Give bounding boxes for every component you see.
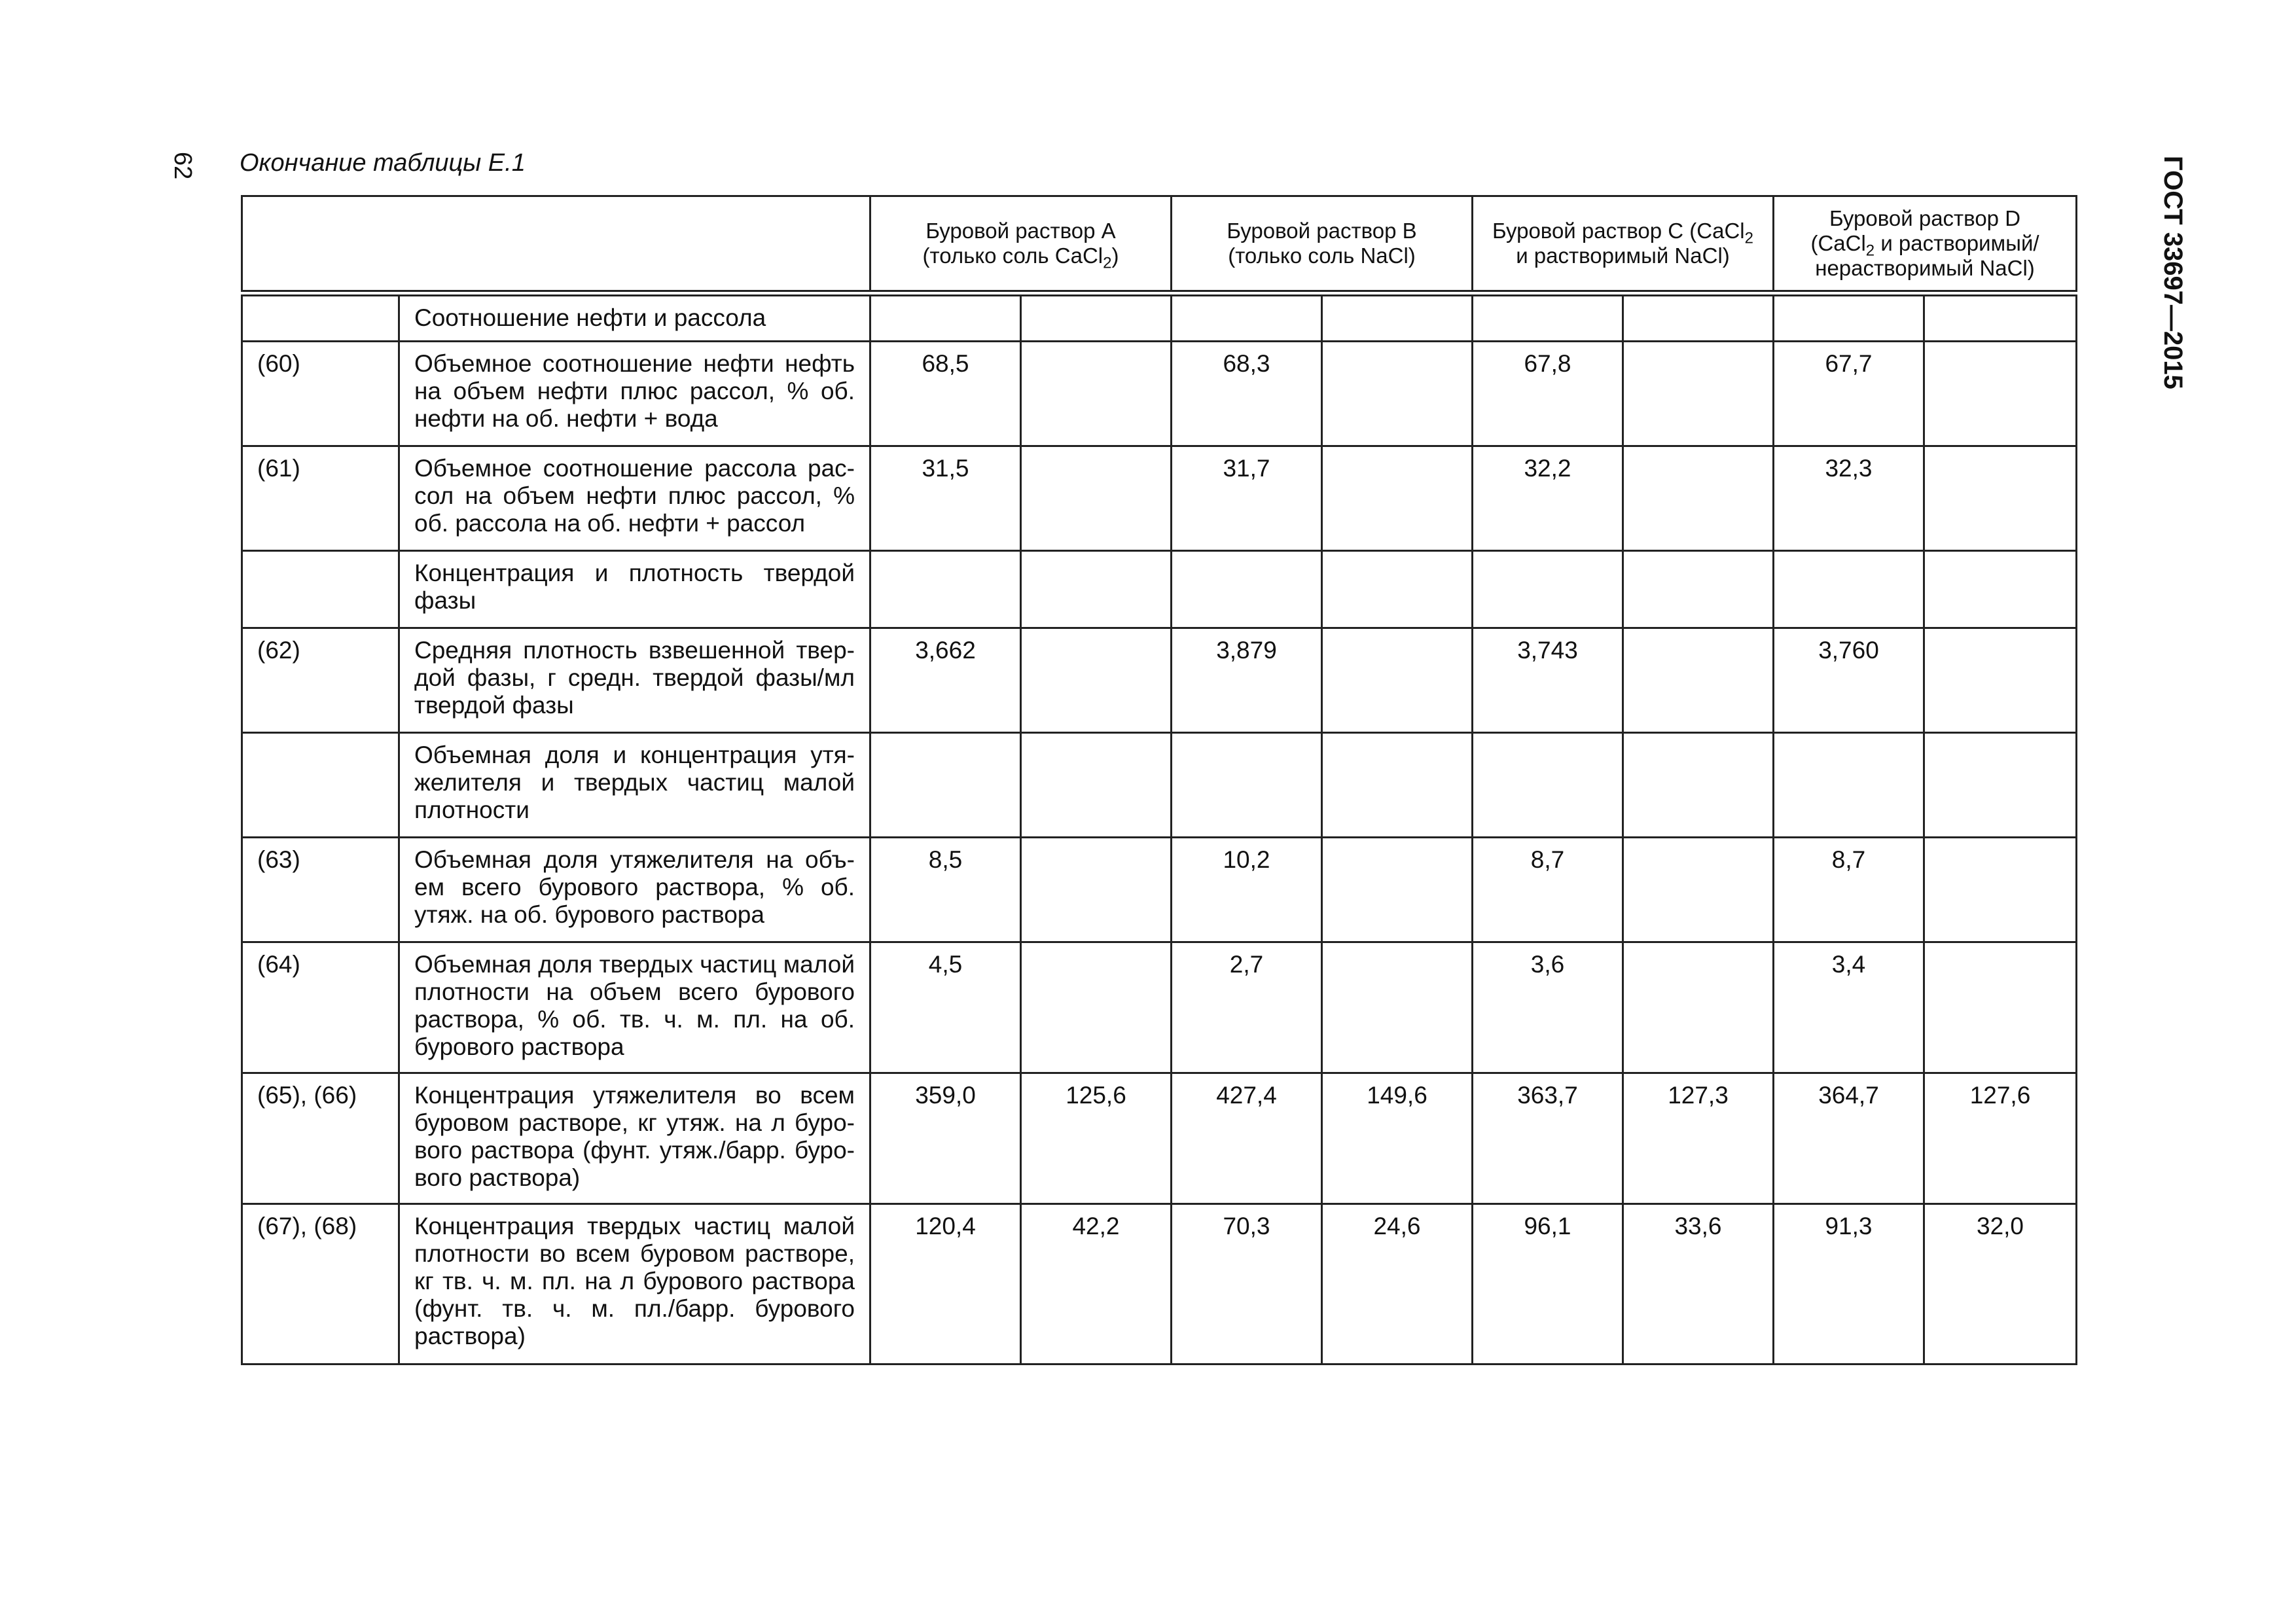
row-number-cell: (63) bbox=[242, 838, 399, 942]
value-cell bbox=[1774, 296, 1924, 342]
row-label-cell: Средняя плотность взвешенной твердой фазы, г средн. твердой фазы/мл твердой фазы bbox=[399, 628, 870, 733]
data-table bbox=[241, 195, 2077, 1365]
value-cell: 70,3 bbox=[1172, 1204, 1322, 1364]
value-cell: 120,4 bbox=[870, 1204, 1021, 1364]
row-label-cell: Объемная доля и концентрация утяжелителя и твердых частиц малой плотности bbox=[399, 733, 870, 838]
value-cell: 8,7 bbox=[1473, 838, 1623, 942]
value-cell: 359,0 bbox=[870, 1073, 1021, 1204]
value-cell: 10,2 bbox=[1172, 838, 1322, 942]
row-label-cell: Объемная доля утяжелителя на объем всего бурового раствора, % об. утяж. на об. бурового раствора bbox=[399, 838, 870, 942]
value-cell bbox=[1172, 733, 1322, 838]
value-cell: 96,1 bbox=[1473, 1204, 1623, 1364]
value-cell bbox=[1924, 628, 2077, 733]
column-header-fluid-b: Буровой раствор В (только соль NaCl) bbox=[1172, 196, 1473, 291]
value-cell bbox=[1172, 551, 1322, 628]
value-cell: 364,7 bbox=[1774, 1073, 1924, 1204]
value-cell: 149,6 bbox=[1322, 1073, 1473, 1204]
value-cell: 42,2 bbox=[1021, 1204, 1172, 1364]
table-row bbox=[242, 733, 2077, 838]
value-cell bbox=[1322, 551, 1473, 628]
row-label-cell: Концентрация и плотность твердой фазы bbox=[399, 551, 870, 628]
table-row bbox=[242, 342, 2077, 446]
value-cell: 32,0 bbox=[1924, 1204, 2077, 1364]
value-cell: 31,7 bbox=[1172, 446, 1322, 551]
table-row bbox=[242, 1073, 2077, 1204]
value-cell bbox=[1322, 942, 1473, 1073]
row-number-cell bbox=[242, 296, 399, 342]
value-cell: 3,662 bbox=[870, 628, 1021, 733]
value-cell bbox=[1473, 733, 1623, 838]
row-label-cell: Объемная доля твердых частиц малой плотности на объем всего бурового раствора, % об. тв. ч. м. пл. на об. бурового раствора bbox=[399, 942, 870, 1073]
row-label-cell: Объемное соотношение рассола рассол на объем нефти плюс рассол, % об. рассола на об. нефти + рассол bbox=[399, 446, 870, 551]
value-cell: 127,3 bbox=[1623, 1073, 1774, 1204]
table-row bbox=[242, 446, 2077, 551]
header-empty-cell bbox=[242, 196, 870, 291]
value-cell bbox=[1924, 551, 2077, 628]
value-cell: 363,7 bbox=[1473, 1073, 1623, 1204]
value-cell bbox=[1021, 733, 1172, 838]
value-cell bbox=[1924, 342, 2077, 446]
value-cell: 4,5 bbox=[870, 942, 1021, 1073]
value-cell bbox=[1924, 296, 2077, 342]
page-number: 62 bbox=[169, 152, 196, 180]
row-number-cell bbox=[242, 733, 399, 838]
row-number-cell: (64) bbox=[242, 942, 399, 1073]
row-number-cell: (60) bbox=[242, 342, 399, 446]
row-number-cell: (65), (66) bbox=[242, 1073, 399, 1204]
value-cell: 3,4 bbox=[1774, 942, 1924, 1073]
value-cell: 427,4 bbox=[1172, 1073, 1322, 1204]
value-cell bbox=[1924, 733, 2077, 838]
value-cell bbox=[1924, 838, 2077, 942]
value-cell bbox=[1322, 342, 1473, 446]
header-separator-cell bbox=[242, 291, 2077, 296]
table-row bbox=[242, 296, 2077, 342]
value-cell: 33,6 bbox=[1623, 1204, 1774, 1364]
value-cell bbox=[1021, 446, 1172, 551]
table-row bbox=[242, 1204, 2077, 1364]
table-row bbox=[242, 838, 2077, 942]
value-cell bbox=[1473, 296, 1623, 342]
value-cell bbox=[1924, 942, 2077, 1073]
value-cell bbox=[1623, 838, 1774, 942]
value-cell bbox=[1774, 551, 1924, 628]
value-cell: 24,6 bbox=[1322, 1204, 1473, 1364]
value-cell bbox=[1021, 342, 1172, 446]
value-cell: 3,6 bbox=[1473, 942, 1623, 1073]
row-number-cell bbox=[242, 551, 399, 628]
value-cell bbox=[1623, 628, 1774, 733]
header-separator bbox=[242, 291, 2077, 296]
row-label-cell: Объемное соотношение нефти нефть на объем нефти плюс рассол, % об. нефти на об. нефти + вода bbox=[399, 342, 870, 446]
value-cell bbox=[1021, 942, 1172, 1073]
value-cell bbox=[1623, 942, 1774, 1073]
value-cell bbox=[1623, 733, 1774, 838]
value-cell bbox=[1623, 342, 1774, 446]
row-number-cell: (62) bbox=[242, 628, 399, 733]
value-cell bbox=[1623, 296, 1774, 342]
value-cell: 67,7 bbox=[1774, 342, 1924, 446]
value-cell: 2,7 bbox=[1172, 942, 1322, 1073]
table-row bbox=[242, 551, 2077, 628]
table-row bbox=[242, 628, 2077, 733]
value-cell: 8,7 bbox=[1774, 838, 1924, 942]
value-cell bbox=[1021, 551, 1172, 628]
column-header-fluid-d: Буровой раствор D (CaCl$_2$ и растворимый/ нерастворимый NaCl) bbox=[1774, 196, 2077, 291]
value-cell: 91,3 bbox=[1774, 1204, 1924, 1364]
value-cell bbox=[1623, 446, 1774, 551]
value-cell bbox=[1021, 628, 1172, 733]
table-row bbox=[242, 942, 2077, 1073]
value-cell bbox=[1322, 838, 1473, 942]
column-header-fluid-a: Буровой раствор А (только соль CaCl$_2$) bbox=[870, 196, 1172, 291]
value-cell bbox=[870, 551, 1021, 628]
column-header-fluid-c: Буровой раствор C (CaCl$_2$ и растворимый NaCl) bbox=[1473, 196, 1774, 291]
table-body bbox=[242, 296, 2077, 1364]
value-cell: 32,3 bbox=[1774, 446, 1924, 551]
value-cell: 68,5 bbox=[870, 342, 1021, 446]
value-cell bbox=[1623, 551, 1774, 628]
value-cell bbox=[1473, 551, 1623, 628]
value-cell: 31,5 bbox=[870, 446, 1021, 551]
value-cell: 8,5 bbox=[870, 838, 1021, 942]
row-label-cell: Концентрация утяжелителя во всем буровом растворе, кг утяж. на л бурового раствора (фунт. утяж./барр. бурового раствора) bbox=[399, 1073, 870, 1204]
value-cell bbox=[1322, 628, 1473, 733]
value-cell bbox=[1322, 733, 1473, 838]
row-number-cell: (61) bbox=[242, 446, 399, 551]
table-caption: Окончание таблицы Е.1 bbox=[240, 149, 526, 177]
value-cell: 68,3 bbox=[1172, 342, 1322, 446]
row-number-cell: (67), (68) bbox=[242, 1204, 399, 1364]
value-cell: 32,2 bbox=[1473, 446, 1623, 551]
row-label-cell: Соотношение нефти и рассола bbox=[399, 296, 870, 342]
value-cell bbox=[1021, 296, 1172, 342]
value-cell: 67,8 bbox=[1473, 342, 1623, 446]
table-header-row bbox=[242, 196, 2077, 291]
value-cell bbox=[870, 733, 1021, 838]
value-cell: 125,6 bbox=[1021, 1073, 1172, 1204]
value-cell: 3,743 bbox=[1473, 628, 1623, 733]
value-cell: 3,879 bbox=[1172, 628, 1322, 733]
value-cell bbox=[1774, 733, 1924, 838]
value-cell bbox=[1924, 446, 2077, 551]
value-cell bbox=[1322, 296, 1473, 342]
value-cell bbox=[1172, 296, 1322, 342]
value-cell: 127,6 bbox=[1924, 1073, 2077, 1204]
value-cell bbox=[1021, 838, 1172, 942]
value-cell bbox=[870, 296, 1021, 342]
row-label-cell: Концентрация твердых частиц малой плотности во всем буровом растворе, кг тв. ч. м. пл. на л бурового раствора (фунт. тв. ч. м. пл./барр. бурового раствора) bbox=[399, 1204, 870, 1364]
value-cell bbox=[1322, 446, 1473, 551]
value-cell: 3,760 bbox=[1774, 628, 1924, 733]
